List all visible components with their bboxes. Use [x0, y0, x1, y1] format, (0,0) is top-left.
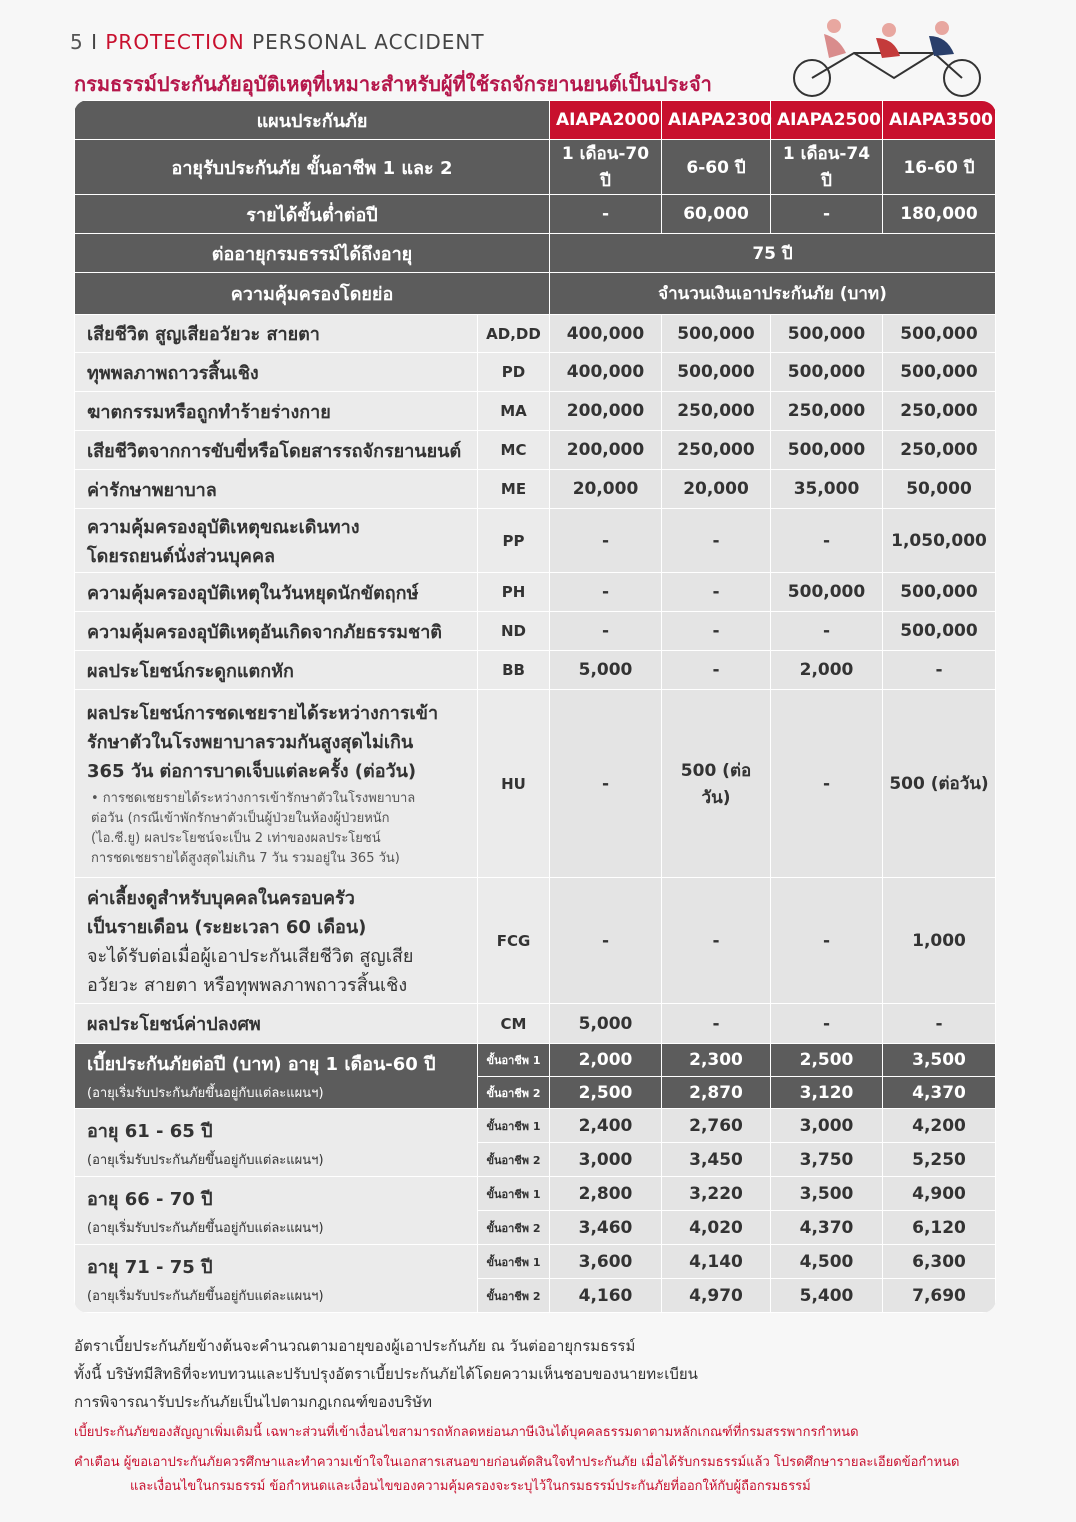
premium-amount: 3,460: [550, 1211, 662, 1245]
coverage-name: [75, 315, 478, 353]
premium-amount: 2,760: [662, 1109, 771, 1143]
fcg-desc-line: จะได้รับต่อเมื่อผู้เอาประกันเสียชีวิต สูญเสีย: [87, 945, 414, 967]
age-value: 6-60 ปี: [662, 140, 771, 195]
coverage-amount: 50,000: [883, 470, 996, 509]
age-row: [75, 140, 996, 195]
premium-amount: 3,220: [662, 1177, 771, 1211]
premium-amount: 3,450: [662, 1143, 771, 1177]
coverage-name: [75, 878, 478, 1004]
coverage-amount: -: [662, 1004, 771, 1044]
premium-age-group: [75, 1044, 478, 1109]
coverage-row: [75, 353, 996, 392]
coverage-amount: -: [771, 690, 883, 878]
coverage-name: [75, 573, 478, 612]
income-row: [75, 195, 996, 234]
coverage-amount: 200,000: [550, 431, 662, 470]
coverage-name-line: ฆาตกรรมหรือถูกทำร้ายร่างกาย: [87, 401, 331, 423]
premium-amount: 3,120: [771, 1077, 883, 1109]
coverage-amount: -: [662, 651, 771, 690]
header-title-protection: PROTECTION: [105, 30, 245, 54]
premium-amount: 4,370: [771, 1211, 883, 1245]
plan-name: AIAPA2000: [550, 101, 662, 140]
coverage-name-line: ผลประโยชน์การชดเชยรายได้ระหว่างการเข้า: [87, 703, 439, 724]
hu-note-line: ต่อวัน (กรณีเข้าพักรักษาตัวเป็นผู้ป่วยในห้องผู้ป่วยหนัก: [91, 811, 390, 826]
coverage-name-line: ความคุ้มครองอุบัติเหตุอันเกิดจากภัยธรรมชาติ: [87, 621, 442, 643]
warning-line-1: คำเตือน ผู้ขอเอาประกันภัยควรศึกษาและทำความเข้าใจในเอกสารเสนอขายก่อนตัดสินใจทำประกันภัย เมื่อได้รับกรมธรรม์แล้ว โปรดศึกษารายละเอียดข้อกำหนด: [74, 1455, 960, 1470]
coverage-code: MC: [478, 431, 550, 470]
coverage-amount: 500,000: [771, 573, 883, 612]
premium-amount: 7,690: [883, 1279, 996, 1313]
renew-value: 75 ปี: [550, 234, 996, 273]
coverage-amount: -: [883, 651, 996, 690]
coverage-row: [75, 315, 996, 353]
coverage-name: [75, 690, 478, 878]
coverage-amount: -: [883, 1004, 996, 1044]
coverage-row: [75, 612, 996, 651]
coverage-amount: 250,000: [662, 392, 771, 431]
coverage-amount: 1,050,000: [883, 509, 996, 573]
hu-row: [75, 690, 996, 878]
plan-row: [75, 101, 996, 140]
coverage-name: [75, 509, 478, 573]
coverage-amount: 500 (ต่อวัน): [883, 690, 996, 878]
coverage-amount: -: [550, 690, 662, 878]
coverage-code: AD,DD: [478, 315, 550, 353]
premium-title: อายุ 66 - 70 ปี: [87, 1188, 213, 1210]
coverage-amount: 500,000: [883, 353, 996, 392]
header-title-personal-accident: PERSONAL ACCIDENT: [252, 30, 485, 54]
age-value: 16-60 ปี: [883, 140, 996, 195]
coverage-amount: 35,000: [771, 470, 883, 509]
premium-sub: (อายุเริ่มรับประกันภัยขึ้นอยู่กับแต่ละแผนฯ): [87, 1288, 324, 1304]
fcg-desc-line: อวัยวะ สายตา หรือทุพพลภาพถาวรสิ้นเชิง: [87, 974, 408, 996]
hu-note-line: การชดเชยรายได้สูงสุดไม่เกิน 7 วัน รวมอยู่ใน 365 วัน): [91, 851, 400, 866]
premium-row: [75, 1177, 996, 1211]
coverage-name-line: ผลประโยชน์กระดูกแตกหัก: [87, 660, 294, 682]
coverage-amount: -: [662, 612, 771, 651]
coverage-amount: 20,000: [662, 470, 771, 509]
income-label: รายได้ขั้นต่ำต่อปี: [75, 195, 550, 234]
coverage-amount: 250,000: [883, 431, 996, 470]
premium-amount: 3,750: [771, 1143, 883, 1177]
occupation-class: ขั้นอาชีพ 1: [478, 1044, 550, 1077]
footer-line-2: ทั้งนี้ บริษัทมีสิทธิที่จะทบทวนและปรับปรุงอัตราเบี้ยประกันภัยได้โดยความเห็นชอบของนายทะเบียน: [74, 1365, 698, 1383]
premium-amount: 4,140: [662, 1245, 771, 1279]
coverage-amount: -: [771, 509, 883, 573]
coverage-amount: 500,000: [883, 315, 996, 353]
plan-label: แผนประกันภัย: [75, 101, 550, 140]
premium-title: อายุ 71 - 75 ปี: [87, 1256, 213, 1278]
premium-sub: (อายุเริ่มรับประกันภัยขึ้นอยู่กับแต่ละแผนฯ): [87, 1086, 324, 1101]
coverage-name-line: ความคุ้มครองอุบัติเหตุในวันหยุดนักขัตฤกษ์: [87, 582, 419, 604]
subtitle: กรมธรรม์ประกันภัยอุบัติเหตุที่เหมาะสำหรับผู้ที่ใช้รถจักรยานยนต์เป็นประจำ: [74, 72, 712, 96]
coverage-amount: 1,000: [883, 878, 996, 1004]
coverage-code: PH: [478, 573, 550, 612]
coverage-name-line: 365 วัน ต่อการบาดเจ็บแต่ละครั้ง (ต่อวัน): [87, 761, 417, 782]
occupation-class: ขั้นอาชีพ 1: [478, 1177, 550, 1211]
premium-row: [75, 1245, 996, 1279]
coverage-name-line: เสียชีวิตจากการขับขี่หรือโดยสารรถจักรยานยนต์: [87, 440, 462, 462]
occupation-class: ขั้นอาชีพ 2: [478, 1077, 550, 1109]
coverage-row: [75, 431, 996, 470]
coverage-amount: 250,000: [771, 392, 883, 431]
footer-line-1: อัตราเบี้ยประกันภัยข้างต้นจะคำนวณตามอายุของผู้เอาประกันภัย ณ วันต่ออายุกรมธรรม์: [74, 1337, 636, 1355]
premium-row: [75, 1044, 996, 1077]
premium-amount: 6,120: [883, 1211, 996, 1245]
age-label: อายุรับประกันภัย ขั้นอาชีพ 1 และ 2: [75, 140, 550, 195]
premium-amount: 3,000: [550, 1143, 662, 1177]
coverage-amount: -: [771, 878, 883, 1004]
premium-amount: 4,900: [883, 1177, 996, 1211]
coverage-name: [75, 431, 478, 470]
premium-amount: 4,970: [662, 1279, 771, 1313]
coverage-code: BB: [478, 651, 550, 690]
coverage-name: [75, 612, 478, 651]
premium-amount: 5,250: [883, 1143, 996, 1177]
hu-note-line: • การชดเชยรายได้ระหว่างการเข้ารักษาตัวในโรงพยาบาล: [91, 791, 416, 806]
coverage-row: [75, 392, 996, 431]
age-value: 1 เดือน-74 ปี: [771, 140, 883, 195]
premium-amount: 6,300: [883, 1245, 996, 1279]
warning-line-2: และเงื่อนไขในกรมธรรม์ ข้อกำหนดและเงื่อนไขของความคุ้มครองจะระบุไว้ในกรมธรรม์ประกันภัยที่ออกให้กับผู้ถือกรมธรรม์: [130, 1479, 811, 1494]
coverage-amount: 400,000: [550, 315, 662, 353]
premium-title: เบี้ยประกันภัยต่อปี (บาท) อายุ 1 เดือน-60 ปี: [87, 1054, 436, 1075]
premium-amount: 4,020: [662, 1211, 771, 1245]
plan-name: AIAPA2300: [662, 101, 771, 140]
coverage-name: [75, 651, 478, 690]
coverage-amount: 500 (ต่อวัน): [662, 690, 771, 878]
coverage-amount: 2,000: [771, 651, 883, 690]
coverage-code: HU: [478, 690, 550, 878]
coverage-name-line: ทุพพลภาพถาวรสิ้นเชิง: [87, 362, 259, 384]
premium-amount: 3,000: [771, 1109, 883, 1143]
coverage-name-line: โดยรถยนต์นั่งส่วนบุคคล: [87, 545, 276, 567]
coverage-code: FCG: [478, 878, 550, 1004]
coverage-name-line: เป็นรายเดือน (ระยะเวลา 60 เดือน): [87, 916, 367, 938]
hu-note-line: (ไอ.ซี.ยู) ผลประโยชน์จะเป็น 2 เท่าของผลประโยชน์: [91, 831, 381, 846]
premium-amount: 3,500: [771, 1177, 883, 1211]
coverage-amount: -: [550, 612, 662, 651]
footer-line-3: การพิจารณารับประกันภัยเป็นไปตามกฎเกณฑ์ของบริษัท: [74, 1393, 432, 1411]
premium-sub: (อายุเริ่มรับประกันภัยขึ้นอยู่กับแต่ละแผนฯ): [87, 1152, 324, 1168]
coverage-amount: -: [771, 612, 883, 651]
renew-row: [75, 234, 996, 273]
coverage-amount: 200,000: [550, 392, 662, 431]
coverage-amount: 5,000: [550, 651, 662, 690]
plan-name: AIAPA3500: [883, 101, 996, 140]
income-value: 180,000: [883, 195, 996, 234]
renew-label: ต่ออายุกรมธรรม์ได้ถึงอายุ: [75, 234, 550, 273]
coverage-amount: 500,000: [883, 612, 996, 651]
tax-note: เบี้ยประกันภัยของสัญญาเพิ่มเติมนี้ เฉพาะส่วนที่เข้าเงื่อนไขสามารถหักลดหย่อนภาษีเงินได้บุคคลธรรมดาตามหลักเกณฑ์ที่กรมสรรพากรกำหนด: [74, 1425, 859, 1440]
coverage-name: ผลประโยชน์ค่าปลงศพ: [75, 1004, 478, 1044]
premium-age-group: [75, 1245, 478, 1313]
coverage-amount: -: [550, 573, 662, 612]
premium-amount: 2,800: [550, 1177, 662, 1211]
coverage-amount: -: [550, 509, 662, 573]
hu-note: [87, 789, 471, 869]
coverage-code: ME: [478, 470, 550, 509]
coverage-row: [75, 573, 996, 612]
age-value: 1 เดือน-70 ปี: [550, 140, 662, 195]
header-separator: I: [91, 30, 98, 54]
coverage-code: ND: [478, 612, 550, 651]
coverage-name: [75, 353, 478, 392]
coverage-amount: 500,000: [883, 573, 996, 612]
coverage-amount: 500,000: [771, 353, 883, 392]
page-header: [70, 30, 485, 54]
coverage-amount: 500,000: [771, 315, 883, 353]
premium-amount: 2,400: [550, 1109, 662, 1143]
premium-amount: 4,200: [883, 1109, 996, 1143]
coverage-code: CM: [478, 1004, 550, 1044]
coverage-amount: 500,000: [662, 315, 771, 353]
coverage-name-line: ค่ารักษาพยาบาล: [87, 479, 217, 501]
coverage-name-line: เสียชีวิต สูญเสียอวัยวะ สายตา: [87, 324, 320, 345]
income-value: -: [550, 195, 662, 234]
premium-title: อายุ 61 - 65 ปี: [87, 1120, 213, 1142]
premium-amount: 2,500: [550, 1077, 662, 1109]
cm-row: [75, 1004, 996, 1044]
premium-age-group: [75, 1177, 478, 1245]
premium-amount: 3,600: [550, 1245, 662, 1279]
coverage-name-line: รักษาตัวในโรงพยาบาลรวมกันสูงสุดไม่เกิน: [87, 732, 414, 753]
coverage-code: MA: [478, 392, 550, 431]
premium-amount: 2,500: [771, 1044, 883, 1077]
occupation-class: ขั้นอาชีพ 2: [478, 1279, 550, 1313]
premium-amount: 2,870: [662, 1077, 771, 1109]
coverage-amount: 500,000: [771, 431, 883, 470]
fcg-row: [75, 878, 996, 1004]
coverage-name: [75, 392, 478, 431]
coverage-amount: -: [662, 878, 771, 1004]
coverage-row: [75, 509, 996, 573]
premium-sub: (อายุเริ่มรับประกันภัยขึ้นอยู่กับแต่ละแผนฯ): [87, 1220, 324, 1236]
premium-amount: 2,000: [550, 1044, 662, 1077]
coverage-row: [75, 470, 996, 509]
coverage-amount: 20,000: [550, 470, 662, 509]
premium-amount: 2,300: [662, 1044, 771, 1077]
coverage-header-row: [75, 273, 996, 315]
coverage-name: [75, 470, 478, 509]
premium-amount: 4,500: [771, 1245, 883, 1279]
plan-name: AIAPA2500: [771, 101, 883, 140]
premium-amount: 3,500: [883, 1044, 996, 1077]
premium-age-group: [75, 1109, 478, 1177]
coverage-amount: 250,000: [883, 392, 996, 431]
coverage-table: [74, 100, 996, 1313]
occupation-class: ขั้นอาชีพ 1: [478, 1245, 550, 1279]
cyclists-illustration: [784, 8, 994, 100]
coverage-amount: 250,000: [662, 431, 771, 470]
coverage-name-line: ความคุ้มครองอุบัติเหตุขณะเดินทาง: [87, 516, 360, 538]
coverage-amount: 400,000: [550, 353, 662, 392]
coverage-amount: -: [662, 573, 771, 612]
coverage-amount: -: [771, 1004, 883, 1044]
sum-insured-label: จำนวนเงินเอาประกันภัย (บาท): [550, 273, 996, 315]
coverage-label: ความคุ้มครองโดยย่อ: [75, 273, 550, 315]
coverage-amount: -: [550, 878, 662, 1004]
occupation-class: ขั้นอาชีพ 2: [478, 1143, 550, 1177]
income-value: -: [771, 195, 883, 234]
income-value: 60,000: [662, 195, 771, 234]
coverage-code: PD: [478, 353, 550, 392]
premium-amount: 4,370: [883, 1077, 996, 1109]
premium-row: [75, 1109, 996, 1143]
coverage-amount: -: [662, 509, 771, 573]
occupation-class: ขั้นอาชีพ 2: [478, 1211, 550, 1245]
coverage-amount: 500,000: [662, 353, 771, 392]
coverage-amount: 5,000: [550, 1004, 662, 1044]
coverage-row: [75, 651, 996, 690]
page-number: 5: [70, 30, 84, 54]
premium-amount: 4,160: [550, 1279, 662, 1313]
coverage-name-line: ค่าเลี้ยงดูสำหรับบุคคลในครอบครัว: [87, 887, 355, 909]
premium-amount: 5,400: [771, 1279, 883, 1313]
occupation-class: ขั้นอาชีพ 1: [478, 1109, 550, 1143]
coverage-code: PP: [478, 509, 550, 573]
